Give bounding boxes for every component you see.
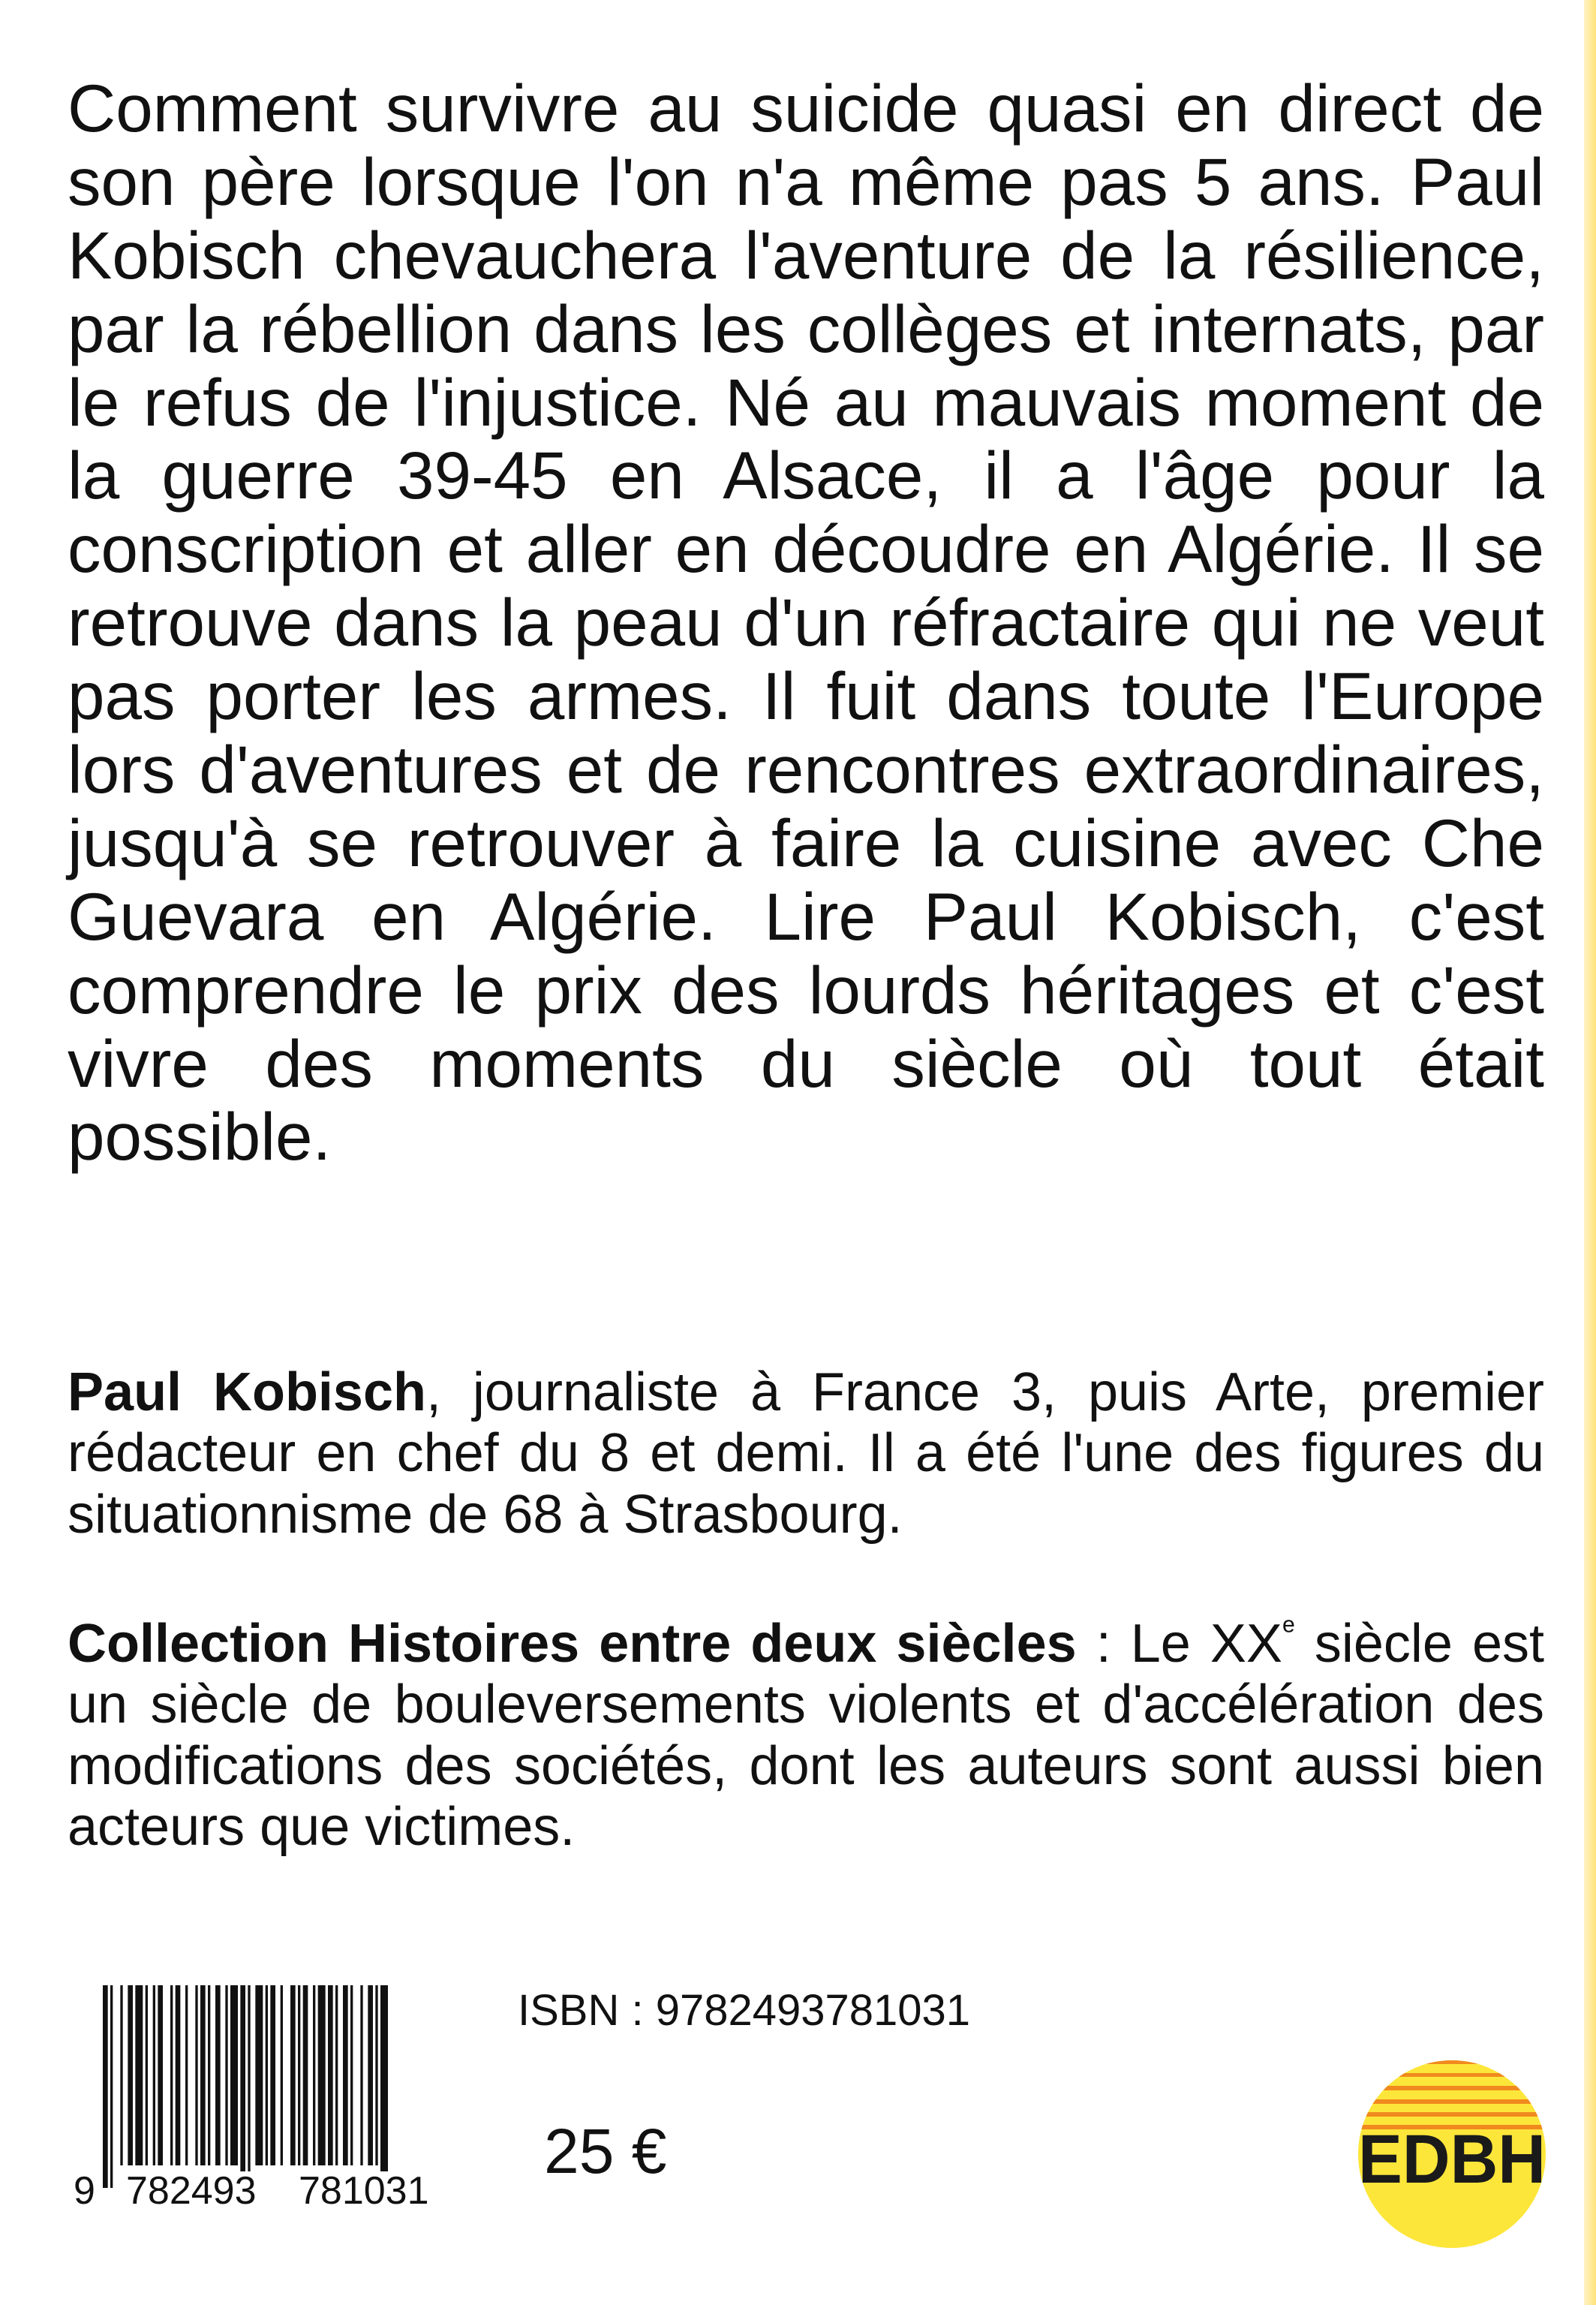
barcode-bar [380, 1985, 388, 2188]
collection-text-after: siècle est un siècle de bouleversements violents et d'accélération des modifications des sociétés, dont les auteurs sont aussi bien acteurs que victimes. [68, 1614, 1545, 1858]
barcode-bar [248, 1985, 250, 2188]
barcode-bar [350, 1985, 353, 2165]
barcode-bar [230, 1985, 238, 2165]
barcode-bar [343, 1985, 348, 2165]
collection-name: Collection Histoires entre deux siècles [68, 1614, 1077, 1674]
author-name: Paul Kobisch [68, 1362, 426, 1422]
century-superscript: e [1282, 1612, 1295, 1638]
barcode-bar [281, 1985, 283, 2165]
barcode-digits-group-2: 781031 [294, 2171, 434, 2210]
barcode-bar [110, 1985, 113, 2188]
barcode-bar [146, 1985, 148, 2165]
barcode-bar [185, 1985, 188, 2165]
barcode-bar [225, 1985, 227, 2165]
barcode-bar [313, 1985, 315, 2165]
barcode-bar [128, 1985, 133, 2165]
collection-text-before: : Le XX [1076, 1614, 1282, 1674]
barcode-bar [303, 1985, 308, 2165]
barcode-bar [266, 1985, 268, 2165]
barcode-digits-group-1: 782493 [122, 2171, 261, 2210]
price-label: 25 € [544, 2116, 667, 2186]
blurb-paragraph: Comment survivre au suicide quasi en direct de son père lorsque l'on n'a même pas 5 ans. Paul Kobisch chevauchera l'aventure de la résilience, par la rébellion dans les collèges et internats, par le refus de l'injustice. Né au mauvais moment de la guerre 39-45 en Alsace, il a l'âge pour la conscription et aller en découdre en Algérie. Il se retrouve dans la peau d'un réfractaire qui ne veut pas porter les armes. Il fuit dans toute l'Europe lors d'aventures et de rencontres extraordinaires, jusqu'à se retrouver à faire la cuisine avec Che Guevara en Algérie. Lire Paul Kobisch, c'est comprendre le prix des lourds héritages et c'est vivre des moments du siècle où tout était possible. [68, 71, 1544, 1175]
barcode-bar [135, 1985, 143, 2165]
barcode-bar [176, 1985, 181, 2165]
barcode-bar [270, 1985, 275, 2165]
barcode-bar [153, 1985, 155, 2165]
barcode-bar [360, 1985, 362, 2165]
isbn-number: ISBN : 9782493781031 [518, 1986, 971, 2035]
barcode-bar [195, 1985, 197, 2165]
author-bio-paragraph [68, 1362, 1544, 1545]
barcode-bar [328, 1985, 333, 2165]
barcode-bar [215, 1985, 221, 2165]
barcode-bar [298, 1985, 300, 2165]
barcode-bar [158, 1985, 163, 2165]
barcode-bar [255, 1985, 263, 2165]
barcode-bar [103, 1985, 108, 2188]
barcode-bar [208, 1985, 210, 2165]
barcode-bar [170, 1985, 173, 2165]
barcode-bar [120, 1985, 122, 2165]
isbn-barcode [69, 1985, 478, 2225]
barcode-bar [318, 1985, 326, 2165]
barcode-bar [368, 1985, 373, 2165]
barcode-bar [375, 1985, 377, 2165]
author-bio-text: , journaliste à France 3, puis Arte, premier rédacteur en chef du 8 et demi. Il a été l'une des figures du situationnisme de 68 à Strasbourg. [68, 1362, 1544, 1545]
barcode-bar [335, 1985, 338, 2165]
barcode-bar [240, 1985, 245, 2188]
collection-paragraph [68, 1614, 1544, 1858]
barcode-bars [103, 1985, 478, 2188]
barcode-bar [290, 1985, 296, 2165]
barcode-bar [200, 1985, 206, 2165]
publisher-logo [1351, 2034, 1553, 2252]
logo-text: EDBH [1358, 2121, 1546, 2198]
barcode-lead-digit: 9 [69, 2171, 100, 2210]
